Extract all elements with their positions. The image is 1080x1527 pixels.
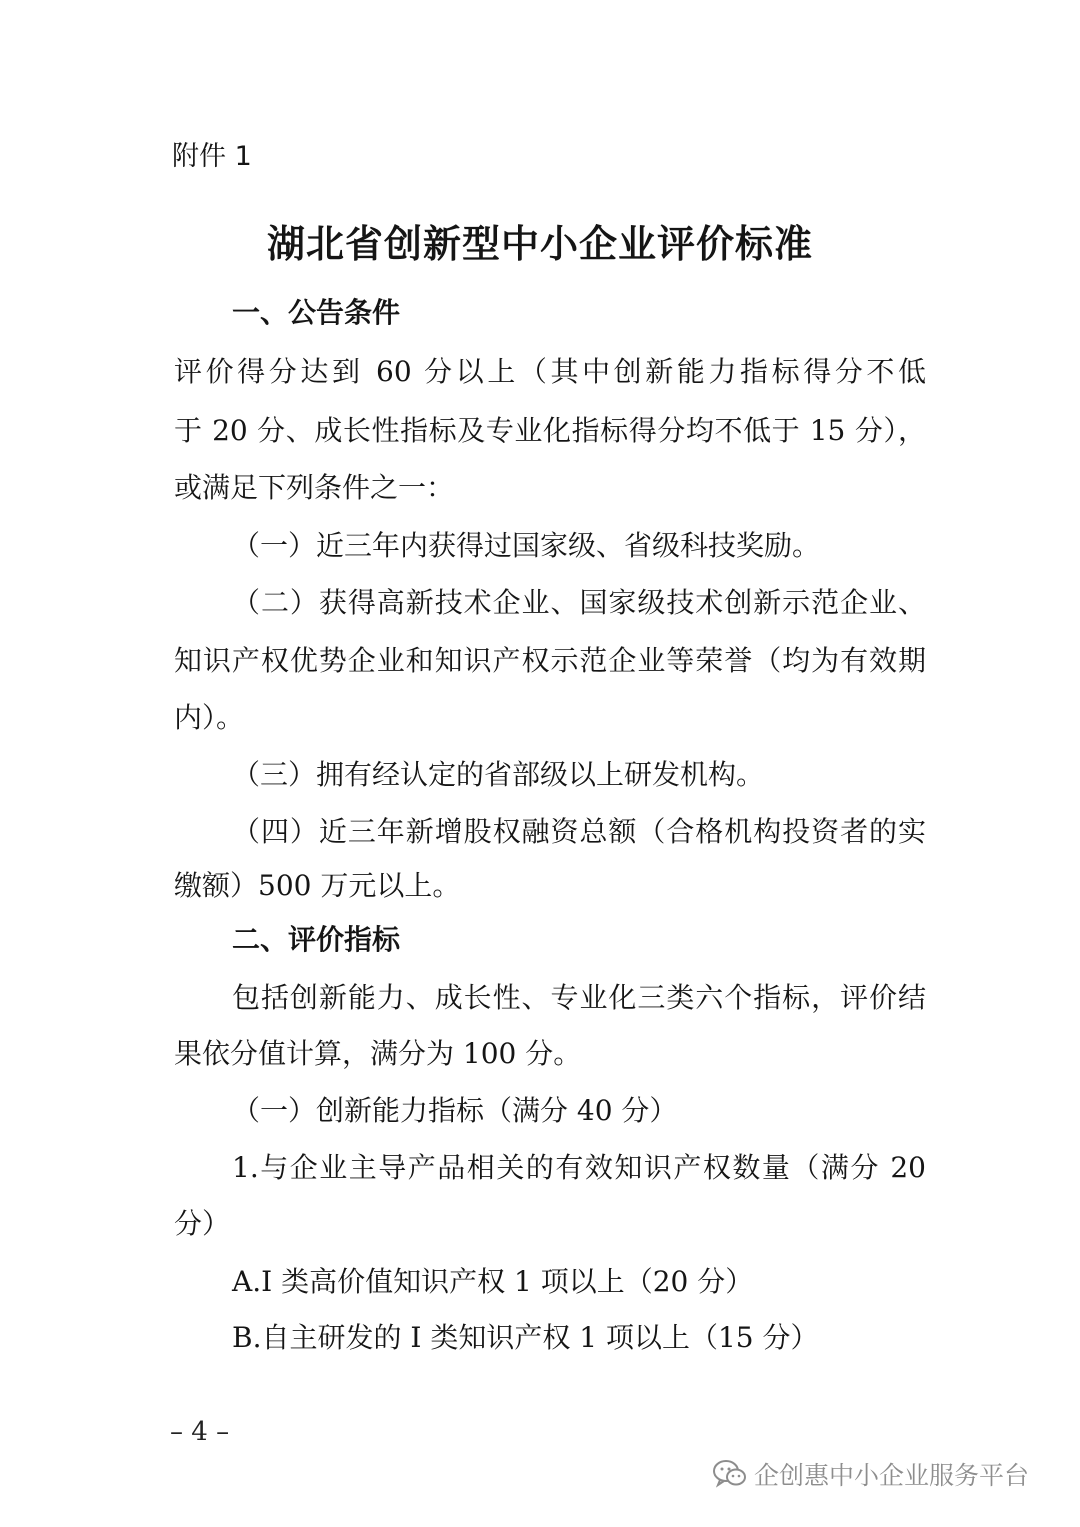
paragraph-line: 果依分值计算，满分为 100 分。 <box>174 1037 582 1070</box>
indicator-item-1-line: 1.与企业主导产品相关的有效知识产权数量（满分 20 <box>232 1151 926 1184</box>
condition-item-3: （三）拥有经认定的省部级以上研发机构。 <box>232 758 765 791</box>
option-b: B.自主研发的 I 类知识产权 1 项以上（15 分） <box>232 1321 819 1354</box>
paragraph-line: 于 20 分、成长性指标及专业化指标得分均不低于 15 分）， <box>174 414 926 447</box>
watermark <box>712 1456 1029 1492</box>
condition-item-2-line: （二）获得高新技术企业、国家级技术创新示范企业、 <box>232 586 926 619</box>
attachment-label: 附件 1 <box>172 141 252 172</box>
paragraph-line: 或满足下列条件之一： <box>174 471 455 504</box>
indicator-item-1-line: 分） <box>174 1207 231 1240</box>
document-title: 湖北省创新型中小企业评价标准 <box>266 222 813 266</box>
section-heading-indicators: 二、评价指标 <box>232 923 401 956</box>
wechat-icon <box>712 1458 748 1490</box>
section-heading-announcement: 一、公告条件 <box>232 296 401 329</box>
condition-item-4-line: 缴额）500 万元以上。 <box>174 869 461 902</box>
paragraph-line: 评价得分达到 60 分以上（其中创新能力指标得分不低 <box>174 355 926 388</box>
condition-item-2-line: 内）。 <box>174 701 245 734</box>
subsection-innovation: （一）创新能力指标（满分 40 分） <box>232 1094 678 1127</box>
page-number: – 4 – <box>170 1417 230 1447</box>
option-a: A.I 类高价值知识产权 1 项以上（20 分） <box>232 1265 754 1298</box>
paragraph-line: 包括创新能力、成长性、专业化三类六个指标，评价结 <box>232 981 926 1014</box>
condition-item-4-line: （四）近三年新增股权融资总额（合格机构投资者的实 <box>232 815 926 848</box>
condition-item-2-line: 知识产权优势企业和知识产权示范企业等荣誉（均为有效期 <box>174 644 926 677</box>
watermark-text: 企创惠中小企业服务平台 <box>754 1461 1030 1490</box>
condition-item-1: （一）近三年内获得过国家级、省级科技奖励。 <box>232 529 821 562</box>
